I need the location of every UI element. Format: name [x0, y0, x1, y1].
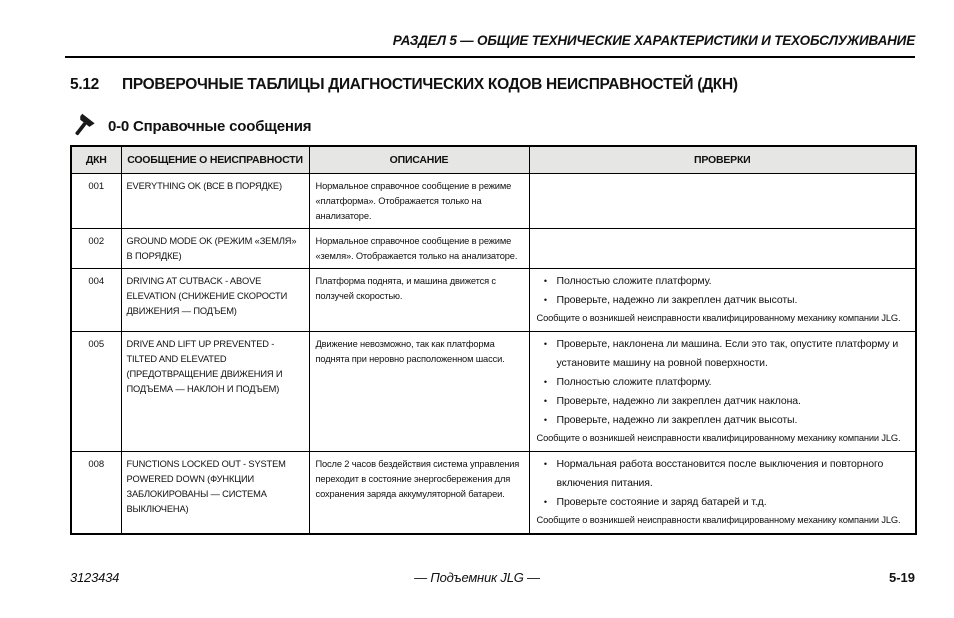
- checks-list: [535, 335, 908, 430]
- fault-message: FUNCTIONS LOCKED OUT - SYSTEM POWERED DOWN (ФУНКЦИИ ЗАБЛОКИРОВАНЫ — СИСТЕМА ВЫКЛЮЧЕНА): [121, 451, 309, 534]
- checks-list: [535, 455, 908, 512]
- check-item: [535, 493, 908, 512]
- bullet-icon: •: [543, 275, 548, 286]
- check-text: Проверьте, надежно ли закреплен датчик наклона.: [556, 394, 801, 407]
- checks-note: Сообщите о возникшей неисправности квалифицированному механику компании JLG.: [536, 312, 901, 323]
- bullet-icon: •: [543, 458, 548, 469]
- fault-description: Движение невозможно, так как платформа поднята при неровно расположенном шасси.: [309, 331, 529, 451]
- fault-description: Нормальное справочное сообщение в режиме «платформа». Отображается только на анализаторе.: [309, 173, 529, 228]
- check-item: [535, 373, 908, 392]
- bullet-icon: •: [543, 338, 548, 349]
- table-row: [71, 173, 916, 228]
- check-item: [535, 411, 908, 430]
- subsection-heading: [70, 113, 311, 139]
- checks-cell: [529, 173, 916, 228]
- col-header-message: СООБЩЕНИЕ О НЕИСПРАВНОСТИ: [121, 146, 309, 173]
- section-title: ПРОВЕРОЧНЫЕ ТАБЛИЦЫ ДИАГНОСТИЧЕСКИХ КОДОВ НЕИСПРАВНОСТЕЙ (ДКН): [122, 76, 738, 93]
- checks-note: Сообщите о возникшей неисправности квалифицированному механику компании JLG.: [536, 514, 901, 525]
- header-rule: [65, 56, 915, 58]
- bullet-icon: •: [543, 376, 548, 387]
- checks-cell: [529, 451, 916, 534]
- check-item: [535, 272, 908, 291]
- section-number: 5.12: [70, 76, 99, 93]
- dtc-code: 005: [71, 331, 121, 451]
- checks-list: [535, 272, 908, 310]
- table-header-row: [71, 146, 916, 173]
- fault-message: GROUND MODE OK (РЕЖИМ «ЗЕМЛЯ» В ПОРЯДКЕ): [121, 228, 309, 268]
- table-row: [71, 228, 916, 268]
- dtc-code: 008: [71, 451, 121, 534]
- bullet-icon: •: [543, 395, 548, 406]
- dtc-table: [70, 145, 917, 535]
- check-text: Проверьте, надежно ли закреплен датчик высоты.: [556, 293, 798, 306]
- fault-description: Платформа поднята, и машина движется с ползучей скоростью.: [309, 268, 529, 331]
- col-header-dtc: ДКН: [71, 146, 121, 173]
- hammer-icon: [70, 113, 96, 139]
- table-row: [71, 331, 916, 451]
- fault-description: После 2 часов бездействия система управления переходит в состояние энергосбережения для сохранения заряда аккумуляторной батареи.: [309, 451, 529, 534]
- checks-note: Сообщите о возникшей неисправности квалифицированному механику компании JLG.: [536, 432, 901, 443]
- fault-description: Нормальное справочное сообщение в режиме «земля». Отображается только на анализаторе.: [309, 228, 529, 268]
- checks-cell: [529, 331, 916, 451]
- dtc-code: 004: [71, 268, 121, 331]
- check-text: Проверьте, наклонена ли машина. Если это так, опустите платформу и установите машину на ровной поверхности.: [556, 337, 899, 369]
- check-text: Нормальная работа восстановится после выключения и повторного включения питания.: [556, 457, 884, 489]
- check-item: [535, 455, 908, 493]
- checks-note: [535, 232, 908, 235]
- fault-message: EVERYTHING OK (ВСЕ В ПОРЯДКЕ): [121, 173, 309, 228]
- dtc-code: 002: [71, 228, 121, 268]
- checks-cell: [529, 228, 916, 268]
- checks-note: [535, 177, 908, 180]
- fault-message: DRIVING AT CUTBACK - ABOVE ELEVATION (СНИЖЕНИЕ СКОРОСТИ ДВИЖЕНИЯ — ПОДЪЕМ): [121, 268, 309, 331]
- subsection-title: 0-0 Справочные сообщения: [108, 117, 312, 135]
- bullet-icon: •: [543, 496, 548, 507]
- section-heading: [70, 76, 915, 94]
- col-header-description: ОПИСАНИЕ: [309, 146, 529, 173]
- running-header: РАЗДЕЛ 5 — ОБЩИЕ ТЕХНИЧЕСКИЕ ХАРАКТЕРИСТИКИ И ТЕХОБСЛУЖИВАНИЕ: [392, 33, 915, 48]
- check-item: [535, 335, 908, 373]
- dtc-code: 001: [71, 173, 121, 228]
- check-text: Проверьте состояние и заряд батарей и т.д.: [556, 495, 767, 508]
- footer-part-number: 3123434: [70, 570, 120, 585]
- table-row: [71, 268, 916, 331]
- bullet-icon: •: [543, 294, 548, 305]
- footer-center-text: — Подъемник JLG —: [414, 570, 540, 585]
- check-item: [535, 291, 908, 310]
- check-text: Полностью сложите платформу.: [556, 375, 712, 388]
- table-row: [71, 451, 916, 534]
- check-text: Проверьте, надежно ли закреплен датчик высоты.: [556, 413, 798, 426]
- fault-message: DRIVE AND LIFT UP PREVENTED - TILTED AND ELEVATED (ПРЕДОТВРАЩЕНИЕ ДВИЖЕНИЯ И ПОДЪЕМА — НАКЛОН И ПОДЪЕМ): [121, 331, 309, 451]
- check-item: [535, 392, 908, 411]
- col-header-checks: ПРОВЕРКИ: [529, 146, 916, 173]
- footer-page-number: 5-19: [888, 570, 915, 585]
- bullet-icon: •: [543, 414, 548, 425]
- check-text: Полностью сложите платформу.: [556, 274, 712, 287]
- checks-cell: [529, 268, 916, 331]
